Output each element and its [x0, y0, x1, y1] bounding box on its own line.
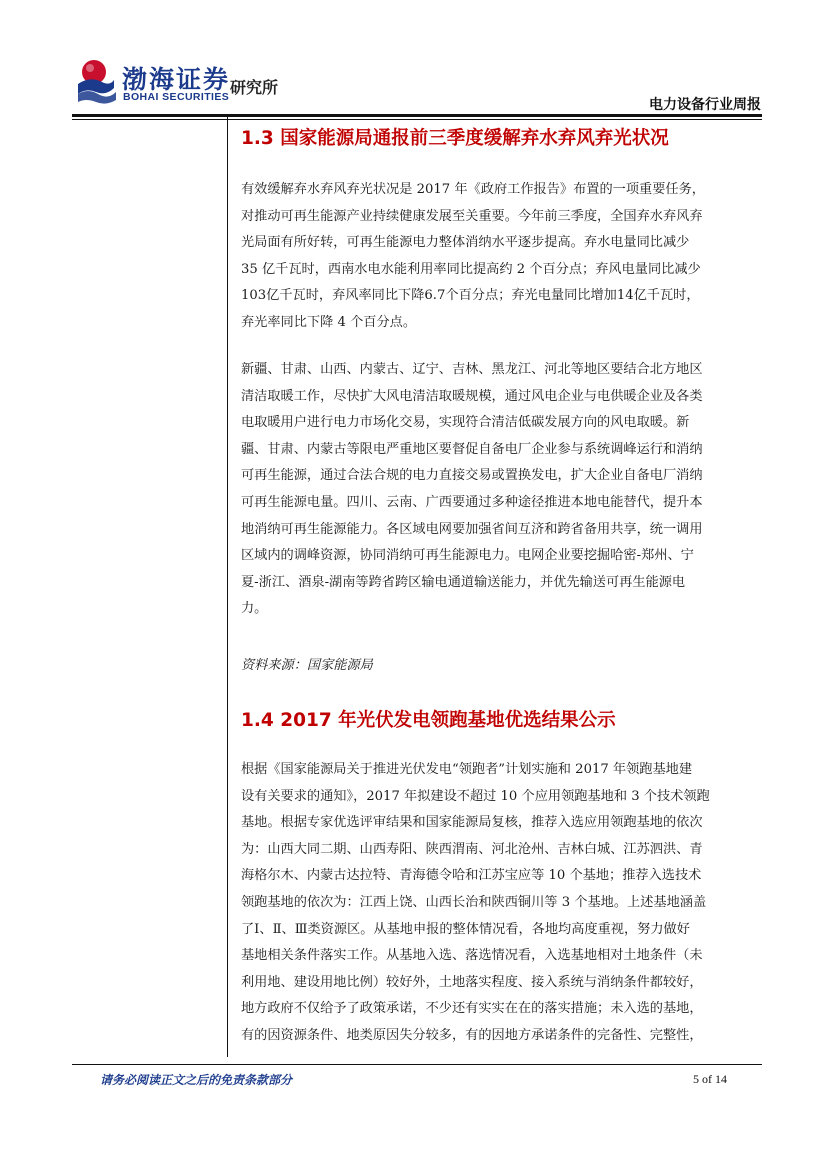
bohai-logo-icon	[76, 58, 118, 104]
text-line: 对推动可再生能源产业持续健康发展至关重要。今年前三季度，全国弃水弃风弃	[241, 208, 703, 224]
text-line: 疆、甘肃、内蒙古等限电严重地区要督促自备电厂企业参与系统调峰运行和消纳	[241, 441, 703, 457]
section-heading-1-4: 1.4 2017 年光伏发电领跑基地优选结果公示	[241, 710, 616, 731]
text-line: 利用地、建设用地比例）较好外，土地落实程度、接入系统与消纳条件都较好，	[241, 974, 703, 990]
section-heading-1-3: 1.3 国家能源局通报前三季度缓解弃水弃风弃光状况	[241, 128, 669, 149]
logo-english-name: BOHAI SECURITIES	[123, 91, 230, 103]
text-line: 弃光率同比下降 4 个百分点。	[241, 314, 417, 330]
text-line: 清洁取暖工作，尽快扩大风电清洁取暖规模，通过风电企业与电供暖企业及各类	[241, 388, 703, 404]
text-line: 领跑基地的依次为：江西上饶、山西长治和陕西铜川等 3 个基地。上述基地涵盖	[241, 894, 707, 910]
text-line: 基地相关条件落实工作。从基地入选、落选情况看，入选基地相对土地条件（未	[241, 948, 703, 964]
header-divider	[72, 114, 762, 117]
text-line: 有的因资源条件、地类原因失分较多，有的因地方承诺条件的完备性、完整性，	[241, 1027, 703, 1043]
text-line: 设有关要求的通知》，2017 年拟建设不超过 10 个应用领跑基地和 3 个技术领跑	[241, 788, 710, 804]
logo-chinese-name: 渤海证券	[122, 65, 231, 94]
text-line: 有效缓解弃水弃风弃光状况是 2017 年《政府工作报告》布置的一项重要任务，	[241, 182, 705, 197]
text-line: 为：山西大同二期、山西寿阳、陕西渭南、河北沧州、吉林白城、江苏泗洪、青	[241, 841, 703, 857]
text-line: 地方政府不仅给予了政策承诺，不少还有实实在在的落实措施；未入选的基地，	[241, 1001, 703, 1017]
left-margin-rule	[227, 114, 228, 1057]
text-line: 基地。根据专家优选评审结果和国家能源局复核，推荐入选应用领跑基地的依次	[241, 815, 703, 831]
header-divider-thin	[72, 119, 762, 120]
footer-divider	[72, 1064, 762, 1065]
text-line: 光局面有所好转，可再生能源电力整体消纳水平逐步提高。弃水电量同比减少	[241, 235, 690, 251]
text-line: 区域内的调峰资源，协同消纳可再生能源电力。电网企业要挖掘哈密-郑州、宁	[241, 548, 694, 564]
paragraph-1-4-a	[241, 757, 743, 1050]
text-line: 103亿千瓦时，弃风率同比下降6.7个百分点；弃光电量同比增加14亿千瓦时，	[241, 288, 700, 304]
page-number: 5 of 14	[693, 1072, 727, 1086]
text-line: 电取暖用户进行电力市场化交易，实现符合清洁低碳发展方向的风电取暖。新	[241, 415, 690, 431]
report-type-label: 电力设备行业周报	[649, 97, 761, 113]
text-line: 可再生能源，通过合法合规的电力直接交易或置换发电，扩大企业自备电厂消纳	[241, 468, 703, 484]
text-line: 地消纳可再生能源能力。各区域电网要加强省间互济和跨省备用共享，统一调用	[241, 521, 703, 537]
text-line: 35 亿千瓦时，西南水电水能利用率同比提高约 2 个百分点；弃风电量同比减少	[241, 261, 701, 277]
paragraph-1-3-a	[241, 177, 743, 337]
institute-label: 研究所	[230, 78, 279, 97]
text-line: 力。	[241, 601, 268, 617]
text-line: 夏-浙江、酒泉-湖南等跨省跨区输电通道输送能力，并优先输送可再生能源电	[241, 574, 686, 590]
paragraph-1-3-b	[241, 357, 743, 623]
text-line: 可再生能源电量。四川、云南、广西要通过多种途径推进本地电能替代，提升本	[241, 494, 703, 510]
text-line: 海格尔木、内蒙古达拉特、青海德令哈和江苏宝应等 10 个基地；推荐入选技术	[241, 868, 702, 884]
text-line: 新疆、甘肃、山西、内蒙古、辽宁、吉林、黑龙江、河北等地区要结合北方地区	[241, 362, 703, 377]
text-line: 了Ⅰ、Ⅱ、Ⅲ类资源区。从基地申报的整体情况看，各地均高度重视，努力做好	[241, 921, 690, 937]
source-note: 资料来源：国家能源局	[241, 658, 373, 673]
text-line: 根据《国家能源局关于推进光伏发电“领跑者”计划实施和 2017 年领跑基地建	[241, 762, 693, 777]
disclaimer-note: 请务必阅读正文之后的免责条款部分	[100, 1073, 293, 1087]
